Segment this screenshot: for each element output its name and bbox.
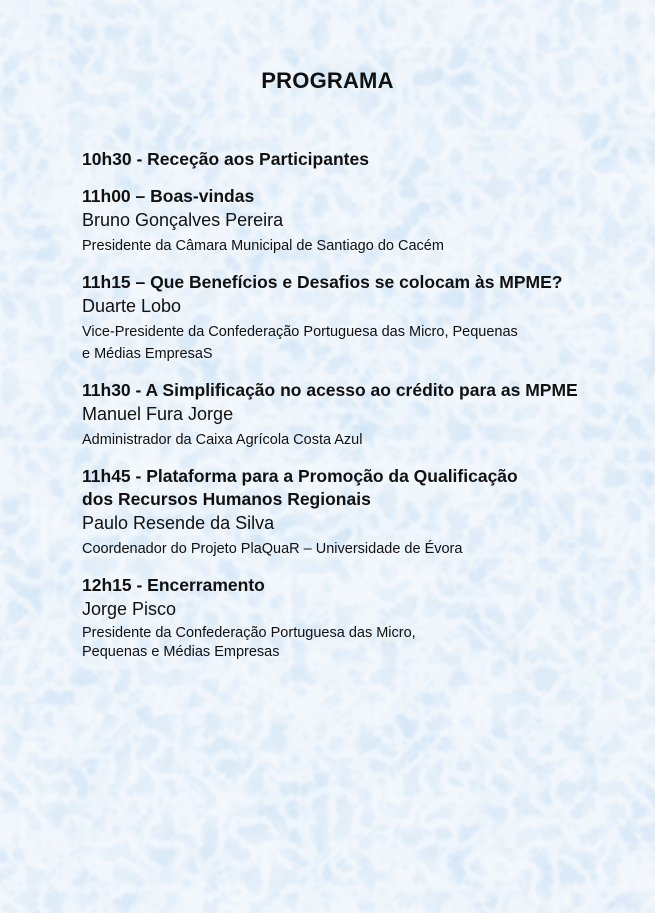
item-heading: 12h15 - Encerramento — [82, 575, 265, 595]
speaker-name: Manuel Fura Jorge — [82, 404, 234, 424]
speaker-role: Administrador da Caixa Agrícola Costa Azul — [82, 432, 363, 448]
program-item — [82, 465, 602, 560]
item-heading: 11h00 – Boas-vindas — [82, 186, 255, 206]
speaker-name: Jorge Pisco — [82, 599, 177, 619]
item-heading: 11h30 - A Simplificação no acesso ao crédito para as MPME — [82, 380, 578, 400]
speaker-role: Presidente da Confederação Portuguesa das Micro, Pequenas e Médias Empresas — [82, 625, 416, 660]
item-heading: 10h30 - Receção aos Participantes — [82, 149, 369, 169]
program-item — [82, 148, 602, 171]
speaker-name: Paulo Resende da Silva — [82, 513, 275, 533]
speaker-role: Vice-Presidente da Confederação Portuguesa das Micro, Pequenas e Médias EmpresaS — [82, 324, 518, 362]
item-heading: 11h45 - Plataforma para a Promoção da Qualificação dos Recursos Humanos Regionais — [82, 466, 518, 509]
speaker-role: Presidente da Câmara Municipal de Santiago do Cacém — [82, 238, 444, 254]
program-item — [82, 185, 602, 257]
program-list — [82, 148, 602, 662]
item-heading: 11h15 – Que Benefícios e Desafios se colocam às MPME? — [82, 272, 563, 292]
page-title: PROGRAMA — [261, 68, 394, 93]
program-item — [82, 271, 602, 365]
program-item — [82, 574, 602, 662]
speaker-name: Bruno Gonçalves Pereira — [82, 210, 284, 230]
program-item — [82, 379, 602, 451]
speaker-name: Duarte Lobo — [82, 296, 182, 316]
speaker-role: Coordenador do Projeto PlaQuaR – Universidade de Évora — [82, 541, 463, 557]
